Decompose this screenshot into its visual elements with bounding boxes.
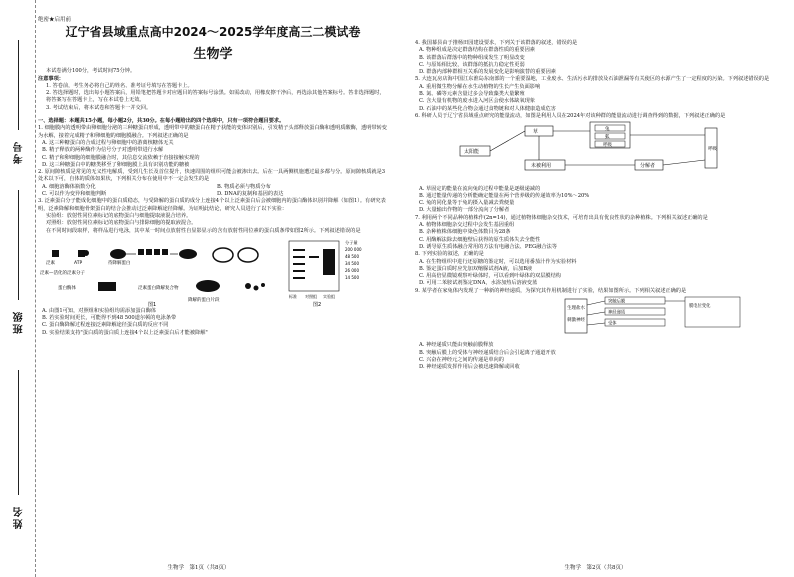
option: C. 精子和卵细胞的细胞膜融合时，其信息交流依赖于直接接触实现的 xyxy=(42,154,200,161)
option: C. 可以作为变异和细胞判断 xyxy=(42,191,107,198)
mw-value: 200 000 xyxy=(345,246,362,252)
option: D. 神经递质发挥作用后会被迅速降解或回收 xyxy=(419,364,520,371)
fig1-label: 泛素—活化的泛素分子 xyxy=(40,270,85,276)
question-stem: 7. 利用两个不同品种的植株作(2n=14)，通过植物体细胞杂交技术，可培育出具有优良性状的杂种植株。下列相关叙述正确的是 xyxy=(415,214,708,221)
question-7 xyxy=(415,215,785,251)
flow-label: 刺激神经 xyxy=(567,318,585,324)
experiment-line: 对照组：放射性同位素标记的底物蛋白与排除细胞的提取液混合。 xyxy=(46,220,197,227)
option: B. 通过能量传递的分析能确定能量在两个营养级的传递效率为10%～20% xyxy=(419,192,590,199)
fig1-label: 蛋白酶体 xyxy=(58,285,76,291)
option: B. 氮、磷等元素含量过多会导致藻类大量繁殖 xyxy=(419,91,525,98)
option: A. 物种组成是决定群落结构在群落性质的重要因素 xyxy=(419,47,535,54)
fig1-label: ATP xyxy=(74,260,83,266)
option: B. 若实验时间更长，可能得不到48 500道尔顿的电泳条带 xyxy=(42,315,177,322)
binding-line xyxy=(18,190,19,300)
fig2-label: 实验组 xyxy=(323,293,335,299)
secret-mark: 绝密★启用前 xyxy=(38,17,72,23)
figure-1-ubiquitin xyxy=(38,246,283,308)
option: B. 突触后膜上的受体与神经递质结合后会引起离子通道开放 xyxy=(419,349,556,356)
right-column xyxy=(415,0,785,372)
experiment-line: 实验组：放射性同位素标记的底物蛋白与细胞提取液混合培养。 xyxy=(46,212,192,219)
flow-label: 受体 xyxy=(608,321,617,327)
node-label: 太阳能 xyxy=(464,149,480,156)
flow-label: 膜电位变化 xyxy=(689,304,711,310)
option: D. 石油中的某些化合物会通过食物链和对人体健康造成危害 xyxy=(419,105,556,112)
question-stem: 8. 下列实验的叙述，正确的是 xyxy=(415,251,484,258)
exam-title: 辽宁省县域重点高中2024～2025学年度高三二模试卷 xyxy=(65,25,361,40)
ubiquitin-mark xyxy=(52,250,59,257)
figure-row xyxy=(38,238,388,308)
page-2 xyxy=(397,0,794,577)
option: D. DNA的复制和基因的表达 xyxy=(217,191,284,198)
figure-caption: 图2 xyxy=(313,301,322,308)
question-9 xyxy=(415,288,785,372)
flow-label: 突触后膜 xyxy=(608,299,626,305)
option: C. 用酶解法除去细胞壁后获得的原生质体失去全能性 xyxy=(419,236,541,243)
question-stem: 5. 大连瓦房店海中国江东淮岛东南部的一个重要湿地，工业废水、生活污水的排放及石油泄漏等有关使区的水源产生了一定程度的污染。下列叙述错误的是 xyxy=(415,76,770,83)
question-stem: 1. 细胞膜内的透明带由卵细胞分泌的三种糖蛋白形成，透明带中的糖蛋白在精子获能的变体识别后，引发精子头部释放蛋白酶和透明质酸酶，透明带转变为水解，接着完成精子和卵细胞的细胞膜融合。下列叙述正确的是 xyxy=(38,125,387,139)
option: A. 这三种糖蛋白的合成过程与卵细胞中的游离核糖体无关 xyxy=(42,139,174,146)
page-footer: 生物学 第2页（共8页） xyxy=(564,565,627,571)
option: D. 大量输出作物的一部分流向了分解者 xyxy=(419,207,510,214)
mw-value: 34 500 xyxy=(345,260,359,266)
option: B. 该群落后群落中的物种组成发生了明显改变 xyxy=(419,54,525,61)
option: A. 植物体细胞杂交过程中会发生基因重组 xyxy=(419,222,515,229)
option: C. 含大量有机物的废水进入河区会使水体缺氧现象 xyxy=(419,98,536,105)
node-label: 未被利用 xyxy=(531,163,552,170)
option: B. 杂种植株体细胞中染色体数目为28条 xyxy=(419,229,511,236)
fig1-label: 泛素 xyxy=(46,260,55,266)
option: B. 鉴定蛋白质时应先加双缩脲试剂A液，后加B液 xyxy=(419,265,533,272)
question-3 xyxy=(38,198,388,337)
option: C. 兴奋在神经元之间的传递是单向的 xyxy=(419,356,504,363)
question-stem: 2. 原间隙核质是常见的无义性电解质，受到几生长及首位提升，快速周围的组织可能会被渗出去。后在一具两侧机施遭过最多都与分。原间隙核质就是3处术以下可，自体的质体如果状，下列相关分布在使用中不一定会发生的是 xyxy=(38,169,386,183)
mw-value: 26 000 xyxy=(345,267,359,273)
node-label: 兔 xyxy=(605,127,610,133)
fig2-label: 对照组 xyxy=(305,293,317,299)
option: B. 精子释放的两种酶作为信号分子对透明带进行水解 xyxy=(42,147,164,154)
binding-margin xyxy=(0,0,36,577)
option: D. 这三种糖蛋白中的糖类移至了卵细胞膜上具有识别功能的糖被 xyxy=(42,161,190,168)
fig1-label: 待降解蛋白 xyxy=(108,260,131,266)
option: D. 可用二苯胺试剂鉴定DNA，水浴加热后溶液变蓝 xyxy=(419,280,538,287)
proteasome-shape xyxy=(213,248,233,262)
figure-caption: 图1 xyxy=(148,301,157,308)
mw-value: 48 500 xyxy=(345,253,359,259)
subject-title: 生物学 xyxy=(193,47,233,63)
option: C. 蛋白酶降解过程连接泛素降解途径蛋白质的反应不同 xyxy=(42,322,169,329)
activated-ubiquitin xyxy=(83,250,89,256)
mw-value: 14 500 xyxy=(345,274,359,280)
target-protein xyxy=(110,249,126,259)
question-stem: 6. 科研人员于辽宁省县域重点研究的能量流动，如图是利用人员在2024年对该种群的能量流动进行调查得到的数据，下列叙述正确的是 xyxy=(415,112,726,119)
fig2-label: 标准 xyxy=(289,293,297,299)
question-stem: 4. 我国幕县由于推杨田园建设要求，下列关于该群落的叙述，错误的是 xyxy=(415,40,578,46)
class-label: 班级 xyxy=(14,310,25,334)
option: C. 兔的同化量等于兔的摄入量减去粪便量 xyxy=(419,200,515,207)
note-item: 2. 答选择题时，选出每小题答案后，用铅笔把答题卡对应题目的答案标号涂黑。如需改动，用橡皮擦干净后，再选涂其他答案标号。答非选择题时，将答案写在答题卡上，写在本试卷上无效。 xyxy=(46,90,385,104)
fig1-label: 泛素蛋白降解复合物 xyxy=(138,285,179,291)
note-item: 3. 考试结束后，将本试卷和答题卡一并交回。 xyxy=(46,104,152,111)
fig2-label: 分子量 xyxy=(345,239,358,245)
node-label: 呼吸 xyxy=(708,147,717,153)
exam-meta: 本试卷满分100分，考试时间75分钟。 xyxy=(46,68,136,75)
option: A. 细胞溶酶体瓶数分化 xyxy=(42,183,96,190)
node-label: 草 xyxy=(533,129,539,136)
energy-flow-diagram xyxy=(415,120,785,182)
option-row xyxy=(38,184,388,191)
option: B. 物质必须与物质分布 xyxy=(217,183,271,190)
name-label: 姓名 xyxy=(14,505,25,529)
note-item: 1. 答卷前，考生务必将自己的姓名、准考证号填写在答题卡上。 xyxy=(46,82,193,89)
question-6 xyxy=(415,113,785,215)
section-heading: 一、选择题：本题共15小题，每小题2分，共30分。在每小题给出的四个选项中，只有一项符合题目要求。 xyxy=(38,118,285,125)
option: C. 用高倍显微镜观察叶绿体时，可以看到叶绿体的双层膜结构 xyxy=(419,273,561,280)
page-footer: 生物学 第1页（共8页） xyxy=(167,565,230,571)
flow-label: 神经递质 xyxy=(608,310,626,316)
node-label: 呼吸 xyxy=(603,143,612,149)
option: D. 实验结果支持"蛋白质的蛋白质上连接4个以上泛素蛋白后才能被降解" xyxy=(42,329,208,336)
option: A. 由图1可知，对照组和实验组均需添加蛋白酶体 xyxy=(42,307,157,314)
option: D. 诱导原生质体融合常用的方法有电融合法、PEG融合法等 xyxy=(419,243,558,250)
binding-line xyxy=(18,370,19,495)
node-label: 狐 xyxy=(605,135,610,141)
notes-title: 注意事项： xyxy=(38,75,64,82)
fig1-label: 降解的蛋白片段 xyxy=(188,297,220,303)
option: A. 神经递质只能由突触前膜释放 xyxy=(419,342,494,349)
exam-no-label: 考号 xyxy=(14,140,25,164)
option: A. 在生物组织中进行还原糖的鉴定时，可以选用番茄汁作为实验材料 xyxy=(419,258,577,265)
neurotransmitter-diagram xyxy=(415,295,785,339)
experiment-line: 在不同时间段取样，将样品进行电泳，其中某一时间点放射性自显影显示的含有放射性同位素的蛋白质条带如图2所示。下列叙述错误的是 xyxy=(46,227,361,234)
option: A. 重用微生物分解在水生动植物的生长产生负面影响 xyxy=(419,83,541,90)
figure-2-gel xyxy=(283,238,383,308)
question-2 xyxy=(38,169,388,198)
question-1 xyxy=(38,125,388,169)
question-5 xyxy=(415,76,785,112)
option: D. 群落内部种群相互关系的发展变化是影响演替的重要因素 xyxy=(419,69,556,76)
question-8 xyxy=(415,251,785,287)
question-stem: 3. 泛素蛋白分子能成化细胞中的蛋白质稳态，与受降解的蛋白质的成分上连接4个以上泛素蛋白后会被细胞内的蛋白酶体识别并降解（如图1）。有研究表明，泛素降解和细胞骨架蛋白的结合会推动过泛素降解途径降解。为证明此结论，研究人员进行了以下实验： xyxy=(38,198,386,212)
question-4 xyxy=(415,40,785,76)
question-stem: 9. 某学者在家兔体内发现了一种新的神经递质，为探究其作用机制进行了实验，结果如图所示。下列相关叙述正确的是 xyxy=(415,287,687,294)
option: A. 草固定的能量在流向兔的过程中能量是逐级递减的 xyxy=(419,185,541,192)
flow-label: 生理盐水 xyxy=(567,306,585,312)
binding-line xyxy=(18,40,19,130)
option: C. 与原始相比较，该群落的抵抗力稳定性更弱 xyxy=(419,61,525,68)
left-column xyxy=(38,0,388,337)
node-label: 分解者 xyxy=(640,163,656,170)
